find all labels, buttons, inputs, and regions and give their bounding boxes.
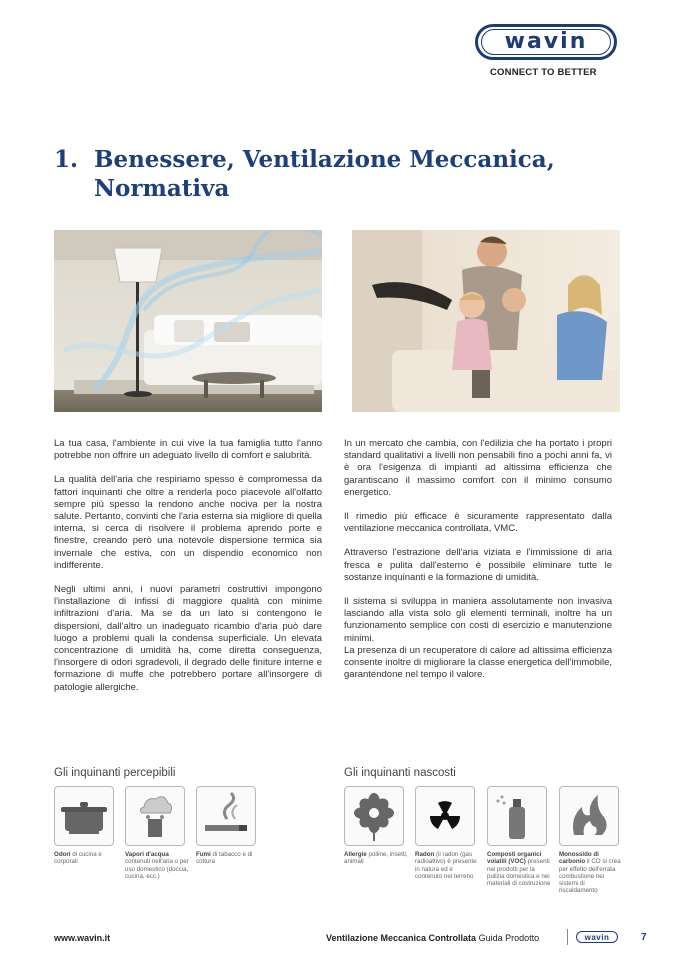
section-number: 1. [54, 146, 79, 173]
paragraph: La presenza di un recuperatore di calore ad altissima efficienza consente inoltre di migliorare la classe energetica dell'immobile, garantendone nel tempo il valore. [344, 644, 612, 681]
paragraph: La qualità dell'aria che respiriamo spesso è compromessa da fattori inquinanti che oltre a renderla poco piacevole all'olfatto sempre più spesso la rendono anche nociva per la nostra salute. Pertanto, convinti che l'aria esterna sia migliore di quella interna, si cerca di risolvere il problema aprendo porte e finestre, creando però una notevole dispersione termica sia invernale che estiva, con un dispendio economico non indifferente. [54, 474, 322, 571]
allergie-caption: Allergie polline, insetti, animali [344, 851, 408, 866]
fumi-caption: Fumi di tabacco e di cottura [196, 851, 253, 866]
hidden-pollutants-heading: Gli inquinanti nascosti [344, 767, 456, 779]
section-title: Benessere, Ventilazione Meccanica, Normativa [94, 146, 555, 202]
voc-caption: Composti organici volatili (VOC) presenti nei prodotti per la pulizia domestica e nei materiali di costruzione [487, 851, 551, 888]
family-photo [352, 230, 620, 412]
odori-caption: Odori di cucina e corporali [54, 851, 102, 866]
cigarette-icon [196, 786, 256, 846]
right-text-column [344, 438, 612, 693]
wavin-logo-text: wavin [481, 29, 611, 55]
radon-caption: Radon (il radon (gas radioattivo) è presente in natura ed è contenuto nel terreno [415, 851, 477, 880]
footer-logo: wavin [576, 931, 618, 943]
paragraph: Negli ultimi anni, i nuovi parametri costruttivi impongono l'installazione di infissi di maggiore qualità con minime infiltrazioni d'aria. Ma se da un lato si contengono le dispersioni, dall'altro un inadeguato ricambio d'aria può dare luogo a problemi quali la condensa superficiale. Un elevata concentrazione di umidità ha, come diretta conseguenza, l'insorgere di odori sgradevoli, il degrado delle finiture interne e formazione di muffe che potrebbero portare all'insorgere di patologie allergiche. [54, 584, 322, 693]
steam-icon [125, 786, 185, 846]
vapori-caption: Vapori d'acqua contenuti nell'aria o per uso domestico (doccia, cucina, ecc.) [125, 851, 189, 880]
radiation-icon [415, 786, 475, 846]
perceptible-pollutants-heading: Gli inquinanti percepibili [54, 767, 176, 779]
footer-divider [567, 929, 568, 945]
co-caption: Monossido di carbonio il CO si crea per effetto dell'errata combustione nei sistemi di riscaldamento [559, 851, 621, 895]
cooking-pot-icon [54, 786, 114, 846]
paragraph: Attraverso l'estrazione dell'aria viziata e l'immissione di aria fresca e pulita dall'esterno è possibile eliminare tutte le sostanze inquinanti e la formazione di umidità. [344, 547, 612, 583]
wavin-logo [475, 24, 617, 60]
website-link[interactable]: www.wavin.it [54, 933, 111, 943]
document-title: Ventilazione Meccanica Controllata Guida Prodotto [326, 933, 540, 943]
paragraph: La tua casa, l'ambiente in cui vive la tua famiglia tutto l'anno potrebbe non offrire un adeguato livello di comfort e salubrità. [54, 438, 322, 462]
tagline: CONNECT TO BETTER [490, 67, 597, 78]
left-text-column [54, 438, 322, 706]
paragraph: In un mercato che cambia, con l'edilizia che ha portato i propri standard qualitativi a livelli non pensabili fino a pochi anni fa, vi è ora l'esigenza di impianti ad altissima efficienza che garantiscano il massimo comfort con il minimo consumo energetico. [344, 438, 612, 498]
flower-icon [344, 786, 404, 846]
living-room-photo [54, 230, 322, 412]
spray-can-icon [487, 786, 547, 846]
flame-icon [559, 786, 619, 846]
paragraph: Il sistema si sviluppa in maniera assolutamente non invasiva lasciando alla vista solo gli elementi terminali, inoltre ha un funzionamento semplice con costi di esercizio e manutenzione minimi. [344, 596, 612, 644]
paragraph: Il rimedio più efficace è sicuramente rappresentato dalla ventilazione meccanica controllata, VMC. [344, 511, 612, 535]
page-number: 7 [641, 932, 647, 943]
